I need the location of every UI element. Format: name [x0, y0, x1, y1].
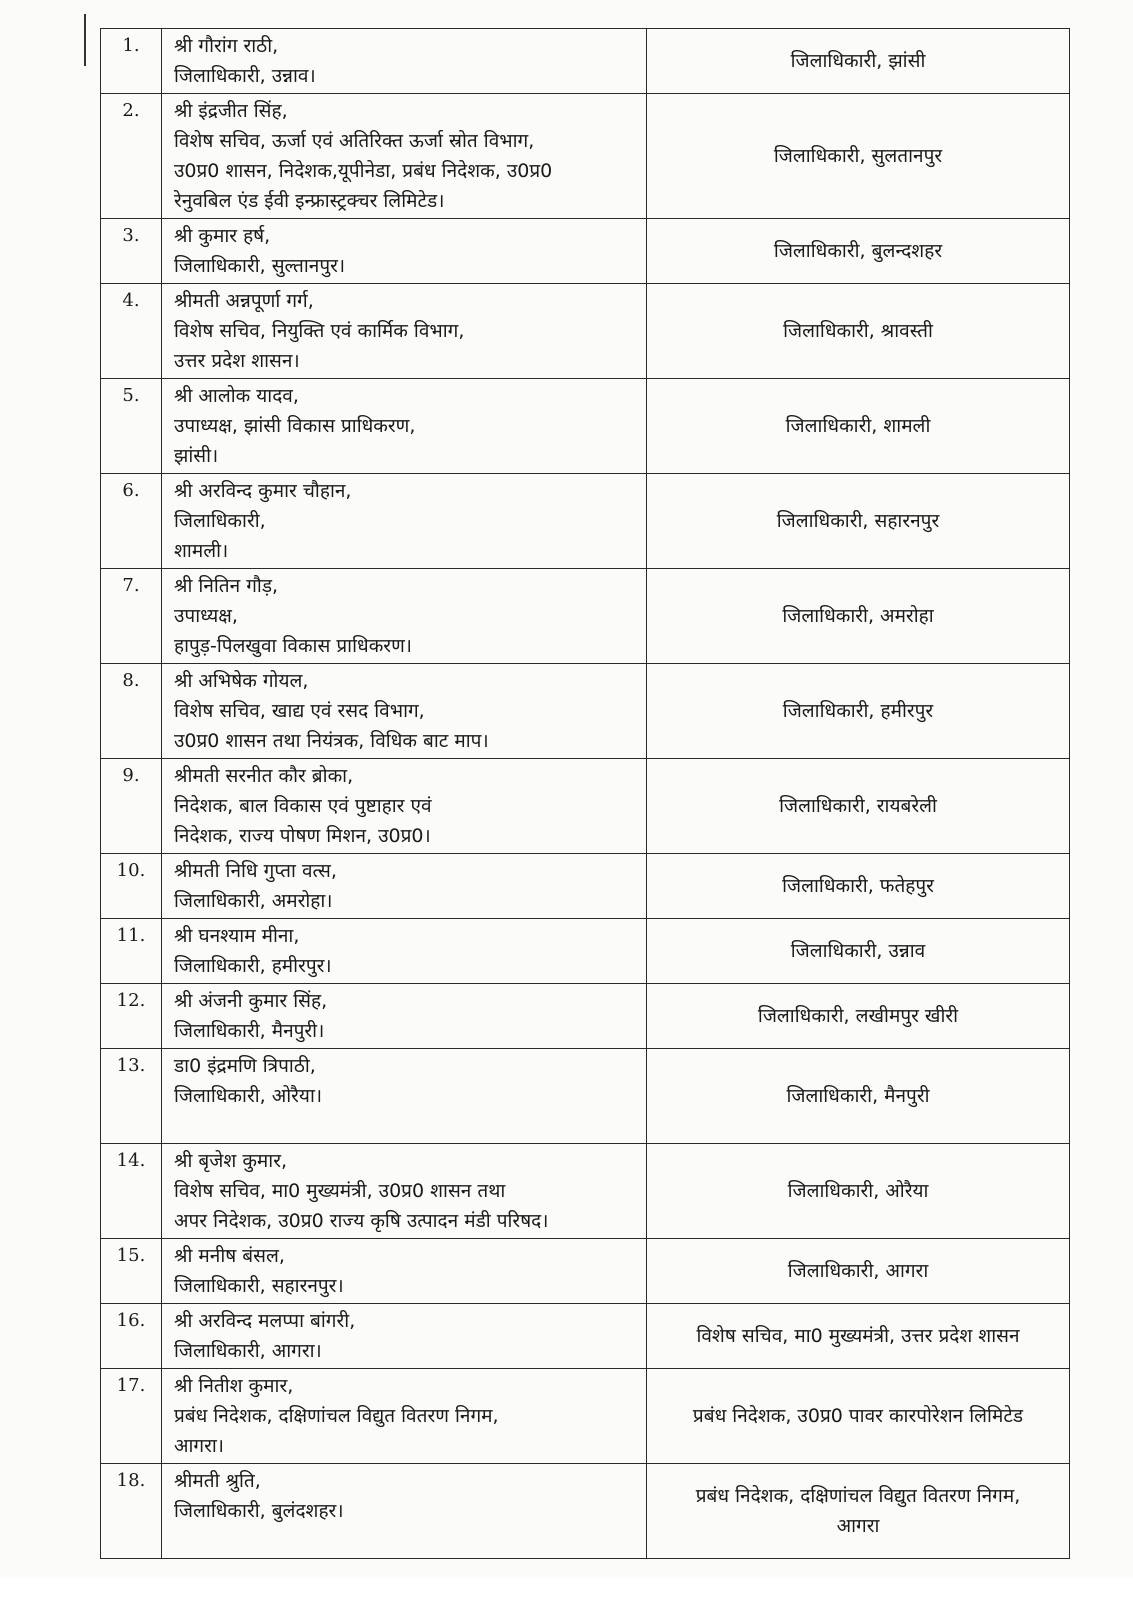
- officer-detail-line: जिलाधिकारी, बुलंदशहर।: [174, 1500, 344, 1522]
- officer-detail-line: प्रबंध निदेशक, दक्षिणांचल विद्युत वितरण निगम,: [174, 1405, 499, 1427]
- table-row: [101, 284, 1070, 379]
- new-posting: [647, 1049, 1070, 1144]
- officer-name-current-post: [162, 569, 647, 664]
- officer-detail-line: श्री नितीश कुमार,: [174, 1375, 294, 1397]
- table-row: [101, 1049, 1070, 1144]
- new-posting-line: जिलाधिकारी, लखीमपुर खीरी: [757, 1005, 959, 1027]
- serial-number: 11.: [101, 919, 162, 984]
- officer-detail-line: जिलाधिकारी, उन्नाव।: [174, 65, 316, 87]
- officer-detail-line: उत्तर प्रदेश शासन।: [174, 350, 300, 372]
- officer-name-current-post: [162, 219, 647, 284]
- officer-detail-line: श्री मनीष बंसल,: [174, 1245, 285, 1267]
- officer-detail-line: श्री इंद्रजीत सिंह,: [174, 100, 288, 122]
- officer-detail-line: जिलाधिकारी, हमीरपुर।: [174, 955, 332, 977]
- officer-detail-line: जिलाधिकारी,: [174, 510, 266, 532]
- new-posting: [647, 984, 1070, 1049]
- officer-detail-line: श्री बृजेश कुमार,: [174, 1150, 288, 1172]
- new-posting: [647, 284, 1070, 379]
- serial-number: 18.: [101, 1464, 162, 1559]
- margin-mark: [84, 14, 86, 66]
- officer-detail-line: श्री अरविन्द कुमार चौहान,: [174, 480, 352, 502]
- officer-name-current-post: [162, 1239, 647, 1304]
- new-posting: [647, 664, 1070, 759]
- table-row: [101, 1464, 1070, 1559]
- new-posting: [647, 569, 1070, 664]
- table-row: [101, 1369, 1070, 1464]
- serial-number: 14.: [101, 1144, 162, 1239]
- table-row: [101, 379, 1070, 474]
- officer-name-current-post: [162, 854, 647, 919]
- new-posting: [647, 219, 1070, 284]
- serial-number: 17.: [101, 1369, 162, 1464]
- serial-number: 12.: [101, 984, 162, 1049]
- officer-name-current-post: [162, 379, 647, 474]
- officer-detail-line: जिलाधिकारी, आगरा।: [174, 1340, 322, 1362]
- officer-name-current-post: [162, 1304, 647, 1369]
- officer-detail-line: जिलाधिकारी, सुल्तानपुर।: [174, 255, 346, 277]
- officer-detail-line: जिलाधिकारी, मैनपुरी।: [174, 1020, 325, 1042]
- new-posting-line: विशेष सचिव, मा0 मुख्यमंत्री, उत्तर प्रदेश शासन: [696, 1325, 1020, 1347]
- officer-name-current-post: [162, 664, 647, 759]
- officer-detail-line: श्री अभिषेक गोयल,: [174, 670, 309, 692]
- serial-number: 8.: [101, 664, 162, 759]
- officer-detail-line: अपर निदेशक, उ0प्र0 राज्य कृषि उत्पादन मंडी परिषद।: [174, 1210, 549, 1232]
- officer-name-current-post: [162, 1049, 647, 1144]
- officer-name-current-post: [162, 94, 647, 219]
- officer-name-current-post: [162, 759, 647, 854]
- new-posting-line: प्रबंध निदेशक, उ0प्र0 पावर कारपोरेशन लिमिटेड: [692, 1405, 1024, 1427]
- new-posting-line: जिलाधिकारी, बुलन्दशहर: [773, 240, 943, 262]
- serial-number: 15.: [101, 1239, 162, 1304]
- serial-number: 9.: [101, 759, 162, 854]
- table-row: [101, 664, 1070, 759]
- new-posting-line: जिलाधिकारी, रायबरेली: [779, 795, 937, 817]
- serial-number: 6.: [101, 474, 162, 569]
- new-posting-line: जिलाधिकारी, सुलतानपुर: [773, 145, 943, 167]
- table-row: [101, 1239, 1070, 1304]
- serial-number: 13.: [101, 1049, 162, 1144]
- officer-name-current-post: [162, 1369, 647, 1464]
- new-posting: [647, 29, 1070, 94]
- officer-detail-line: विशेष सचिव, नियुक्ति एवं कार्मिक विभाग,: [174, 320, 465, 342]
- officer-detail-line: उपाध्यक्ष,: [174, 605, 238, 627]
- table-row: [101, 569, 1070, 664]
- officer-detail-line: जिलाधिकारी, अमरोहा।: [174, 890, 333, 912]
- officer-detail-line: श्रीमती श्रुति,: [174, 1470, 261, 1492]
- officer-detail-line: हापुड़-पिलखुवा विकास प्राधिकरण।: [174, 635, 413, 657]
- serial-number: 3.: [101, 219, 162, 284]
- officer-name-current-post: [162, 474, 647, 569]
- new-posting-line: जिलाधिकारी, शामली: [785, 415, 931, 437]
- officer-detail-line: श्री गौरांग राठी,: [174, 35, 279, 57]
- new-posting: [647, 379, 1070, 474]
- officer-detail-line: श्री घनश्याम मीना,: [174, 925, 300, 947]
- table-row: [101, 94, 1070, 219]
- new-posting-line: जिलाधिकारी, अमरोहा: [782, 605, 934, 627]
- new-posting: [647, 474, 1070, 569]
- table-row: [101, 1144, 1070, 1239]
- officer-name-current-post: [162, 29, 647, 94]
- new-posting: [647, 1239, 1070, 1304]
- new-posting-line: जिलाधिकारी, उन्नाव: [790, 940, 926, 962]
- new-posting: [647, 759, 1070, 854]
- serial-number: 2.: [101, 94, 162, 219]
- officer-name-current-post: [162, 919, 647, 984]
- officer-detail-line: श्री कुमार हर्ष,: [174, 225, 271, 247]
- new-posting: [647, 1464, 1070, 1559]
- new-posting-line: जिलाधिकारी, हमीरपुर: [782, 700, 934, 722]
- new-posting-line: प्रबंध निदेशक, दक्षिणांचल विद्युत वितरण निगम,: [695, 1485, 1021, 1507]
- table-row: [101, 1304, 1070, 1369]
- new-posting: [647, 1304, 1070, 1369]
- new-posting: [647, 1144, 1070, 1239]
- officer-name-current-post: [162, 1144, 647, 1239]
- table-row: [101, 759, 1070, 854]
- officer-detail-line: श्रीमती सरनीत कौर ब्रोका,: [174, 765, 354, 787]
- serial-number: 4.: [101, 284, 162, 379]
- new-posting-line: जिलाधिकारी, मैनपुरी: [786, 1085, 930, 1107]
- officer-name-current-post: [162, 1464, 647, 1559]
- new-posting-line: जिलाधिकारी, श्रावस्ती: [783, 320, 933, 342]
- new-posting: [647, 919, 1070, 984]
- officer-detail-line: निदेशक, राज्य पोषण मिशन, उ0प्र0।: [174, 825, 431, 847]
- officer-name-current-post: [162, 984, 647, 1049]
- table-row: [101, 219, 1070, 284]
- officer-name-current-post: [162, 284, 647, 379]
- page-bottom-edge: [0, 1578, 1133, 1600]
- officer-detail-line: [174, 1111, 634, 1141]
- serial-number: 7.: [101, 569, 162, 664]
- table-row: [101, 29, 1070, 94]
- officer-detail-line: आगरा।: [174, 1435, 225, 1457]
- officer-detail-line: श्रीमती अन्नपूर्णा गर्ग,: [174, 290, 314, 312]
- officer-detail-line: श्री आलोक यादव,: [174, 385, 299, 407]
- officer-detail-line: शामली।: [174, 540, 229, 562]
- table-row: [101, 474, 1070, 569]
- new-posting-line: जिलाधिकारी, ओरैया: [787, 1180, 929, 1202]
- table-row: [101, 919, 1070, 984]
- new-posting: [647, 1369, 1070, 1464]
- officer-detail-line: उ0प्र0 शासन, निदेशक,यूपीनेडा, प्रबंध निदेशक, उ0प्र0: [174, 160, 553, 182]
- officer-detail-line: श्री नितिन गौड़,: [174, 575, 279, 597]
- officer-detail-line: विशेष सचिव, ऊर्जा एवं अतिरिक्त ऊर्जा स्रोत विभाग,: [174, 130, 535, 152]
- table-row: [101, 854, 1070, 919]
- new-posting-line: जिलाधिकारी, फतेहपुर: [782, 875, 934, 897]
- serial-number: 10.: [101, 854, 162, 919]
- serial-number: 16.: [101, 1304, 162, 1369]
- new-posting-line: जिलाधिकारी, झांसी: [790, 50, 926, 72]
- officer-detail-line: उ0प्र0 शासन तथा नियंत्रक, विधिक बाट माप।: [174, 730, 489, 752]
- officer-detail-line: झांसी।: [174, 445, 219, 467]
- serial-number: 1.: [101, 29, 162, 94]
- transfer-list-table: [100, 28, 1070, 1559]
- table-row: [101, 984, 1070, 1049]
- officer-detail-line: श्रीमती निधि गुप्ता वत्स,: [174, 860, 337, 882]
- new-posting-line: आगरा: [836, 1515, 880, 1537]
- officer-detail-line: श्री अरविन्द मलप्पा बांगरी,: [174, 1310, 356, 1332]
- new-posting-line: जिलाधिकारी, सहारनपुर: [776, 510, 940, 532]
- serial-number: 5.: [101, 379, 162, 474]
- officer-detail-line: जिलाधिकारी, ओरैया।: [174, 1085, 323, 1107]
- table-body: [101, 29, 1070, 1559]
- officer-detail-line: निदेशक, बाल विकास एवं पुष्टाहार एवं: [174, 795, 432, 817]
- new-posting-line: जिलाधिकारी, आगरा: [787, 1260, 929, 1282]
- new-posting: [647, 94, 1070, 219]
- officer-detail-line: विशेष सचिव, मा0 मुख्यमंत्री, उ0प्र0 शासन तथा: [174, 1180, 506, 1202]
- new-posting: [647, 854, 1070, 919]
- officer-detail-line: श्री अंजनी कुमार सिंह,: [174, 990, 328, 1012]
- officer-detail-line: डा0 इंद्रमणि त्रिपाठी,: [174, 1055, 316, 1077]
- officer-detail-line: [174, 1526, 634, 1556]
- officer-detail-line: जिलाधिकारी, सहारनपुर।: [174, 1275, 344, 1297]
- officer-detail-line: उपाध्यक्ष, झांसी विकास प्राधिकरण,: [174, 415, 416, 437]
- officer-detail-line: विशेष सचिव, खाद्य एवं रसद विभाग,: [174, 700, 425, 722]
- officer-detail-line: रेनुवबिल एंड ईवी इन्फ्रास्ट्रक्चर लिमिटेड।: [174, 190, 445, 212]
